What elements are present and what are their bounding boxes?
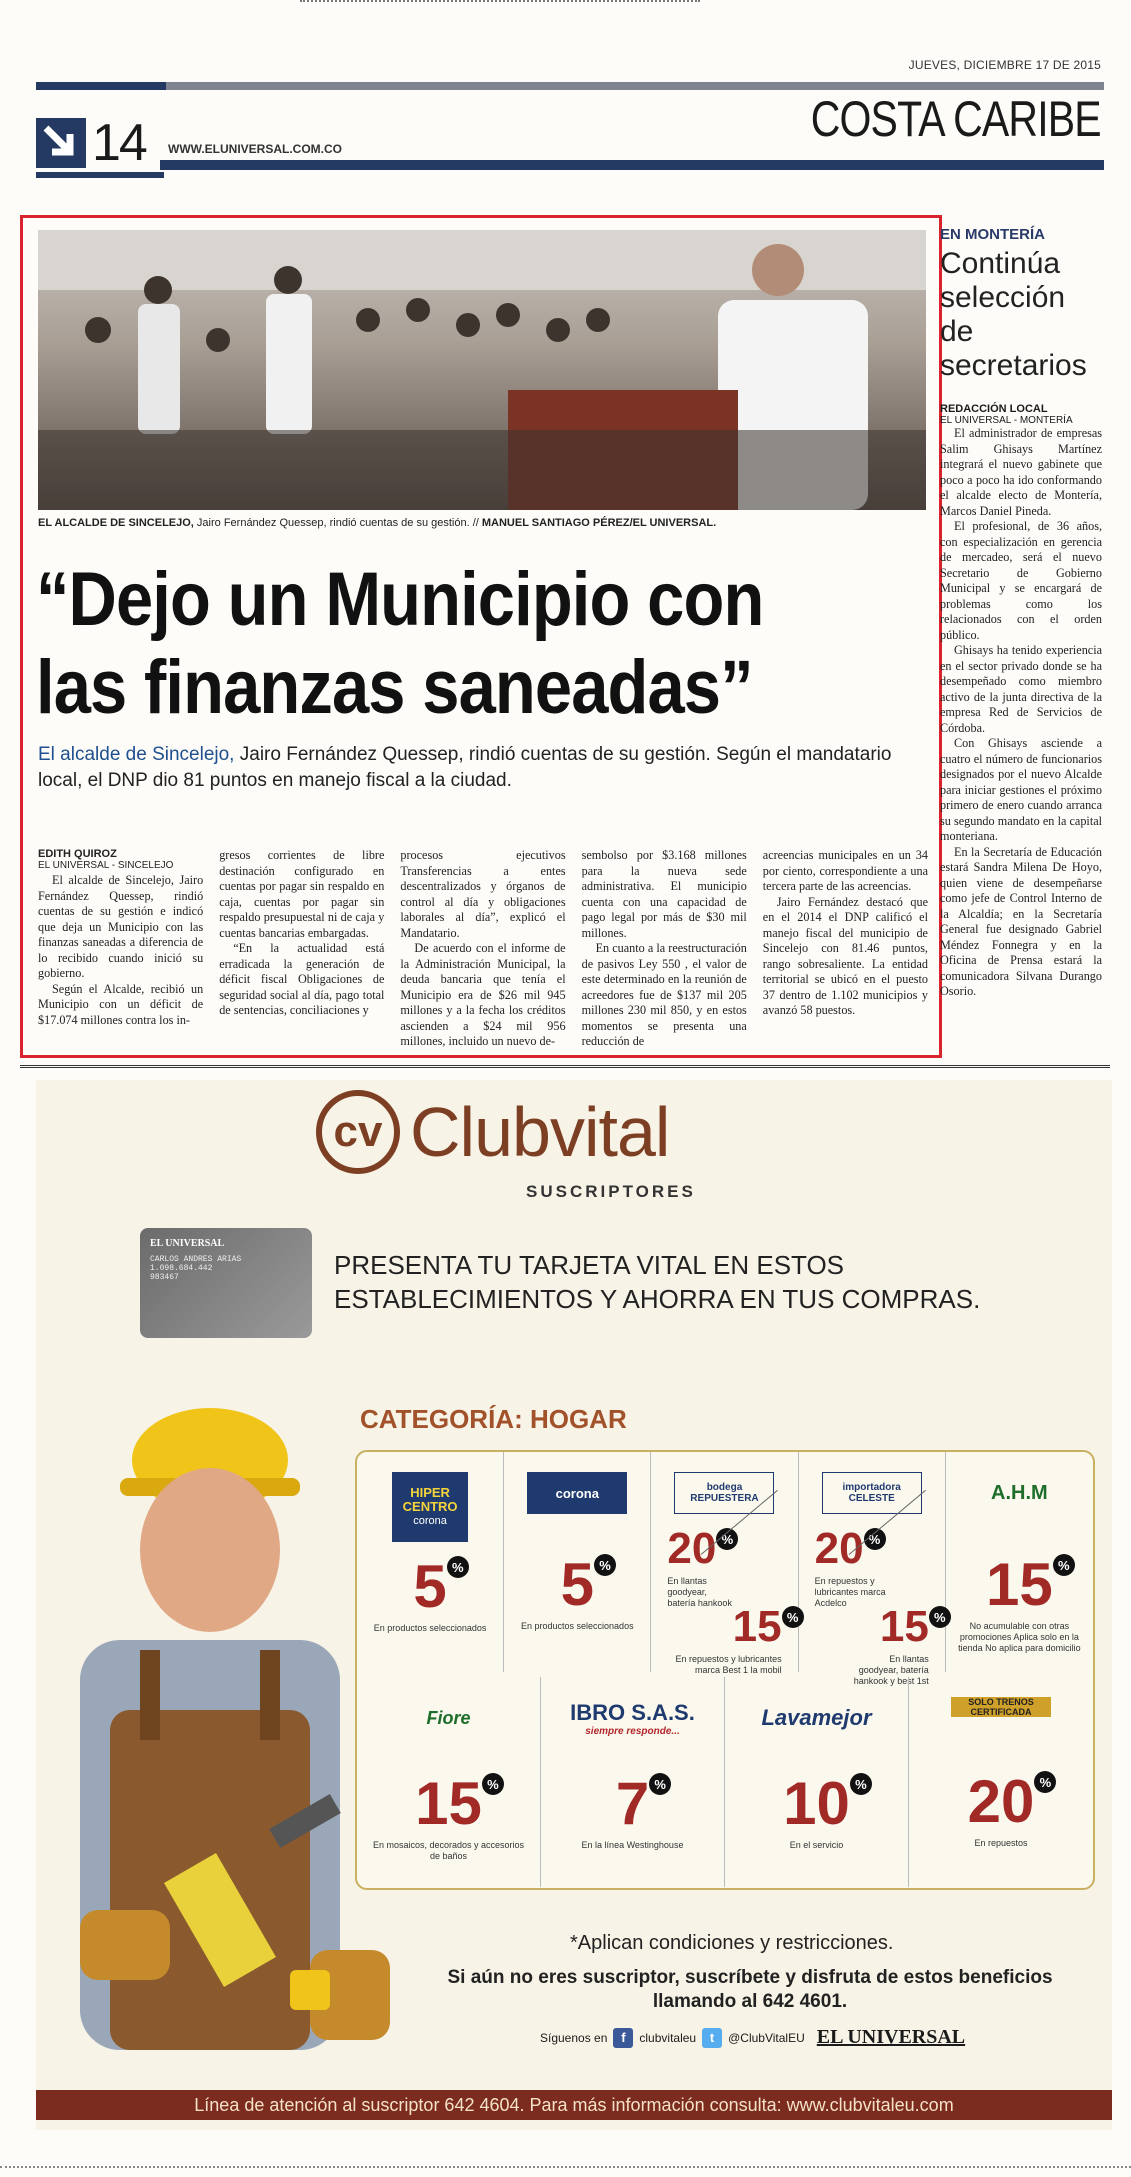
- offer-importadora-celeste: [799, 1452, 946, 1686]
- llantas-logo: SOLO TRENOS CERTIFICADA: [951, 1697, 1051, 1717]
- discount-value: 5 %: [561, 1550, 594, 1619]
- clubvital-logo: [316, 1090, 669, 1174]
- paragraph: sembolso por $3.168 millones para la nueva sede administrativa. El municipio cuenta con una capacidad de pago legal por más de $30 mil millones.: [581, 848, 747, 940]
- page-number: 14: [92, 114, 146, 172]
- offer-bodega-repuestera: [651, 1452, 799, 1675]
- corona-logo: corona: [527, 1472, 627, 1514]
- byline-sub: EL UNIVERSAL - SINCELEJO: [38, 860, 174, 871]
- article-body: [38, 848, 928, 1050]
- callout-line-2: llamando al 642 4601.: [652, 1991, 848, 2012]
- header-bottom-bar: [160, 160, 1104, 170]
- article-column-5: [763, 848, 928, 1050]
- card-code: 983467: [150, 1273, 179, 1282]
- percent-badge: %: [1034, 1771, 1056, 1793]
- offer-note: En repuestos: [974, 1838, 1028, 1848]
- facebook-icon[interactable]: f: [613, 2028, 633, 2048]
- percent-badge: %: [482, 1773, 504, 1795]
- hipercentro-logo: [392, 1472, 468, 1542]
- caption-text: Jairo Fernández Quessep, rindió cuentas de su gestión. //: [196, 517, 479, 529]
- article-column-2: [219, 848, 384, 1050]
- byline: EDITH QUIROZ: [38, 848, 117, 860]
- article-photo: [38, 230, 926, 510]
- paragraph: En cuanto a la reestructuración de pasivos Ley 550 , el valor de este determinado en la reunión de acreedores fue de $137 mil 205 millones 230 mil 850, y en estos momentos se presenta una reducción de: [581, 941, 747, 1048]
- discount-value: 20 %: [968, 1767, 1035, 1836]
- offers-grid: [355, 1450, 1095, 1890]
- discount-value: 15 %: [986, 1550, 1053, 1619]
- bottom-dotted-rule: [0, 2166, 1131, 2168]
- terms-note: *Aplican condiciones y restricciones.: [570, 1932, 894, 1954]
- percent-badge: %: [447, 1556, 469, 1578]
- offer-note: En llantas goodyear, batería hankook: [667, 1576, 732, 1608]
- side-article: [940, 226, 1102, 1000]
- paragraph: Jairo Fernández destacó que en el 2014 el DNP calificó el manejo fiscal del municipio de Sincelejo con 81.46 puntos, rango sobresaliente. La entidad territorial se ubicó en el puesto 37 dentro de 1.102 municipios y avanzó 58 puestos.: [762, 894, 928, 1017]
- offer-note: En el servicio: [789, 1840, 844, 1850]
- ad-headline-line-1: PRESENTA TU TARJETA VITAL EN ESTOS: [334, 1250, 845, 1280]
- fiore-logo: Fiore: [426, 1707, 471, 1728]
- deck-text: Jairo Fernández Quessep, rindió cuentas de su gestión. Según el mandatario local, el DNP dio 81 puntos en manejo fiscal a la ciudad.: [38, 744, 892, 791]
- ad-headline: [334, 1248, 980, 1316]
- side-title: Continúa selección de secretarios: [940, 247, 1087, 382]
- brand-text: IBRO S.A.S.: [570, 1699, 695, 1725]
- article-column-1: [38, 848, 203, 1050]
- dual-offer: [809, 1514, 946, 1686]
- headline-line-2: las finanzas saneadas”: [36, 645, 753, 730]
- clubvital-subtitle: SUSCRIPTORES: [526, 1182, 696, 1201]
- paragraph: acreencias municipales en un 34 por ciento, correspondiente a una tercera parte de las acreencias.: [762, 848, 928, 893]
- offer-ahm: [946, 1452, 1093, 1672]
- brand-text: HIPER: [410, 1485, 450, 1500]
- offer-note: En la línea Westinghouse: [581, 1840, 684, 1850]
- bodega-repuestera-logo: bodega REPUESTERA: [674, 1472, 774, 1514]
- offer-note: En productos seleccionados: [373, 1623, 487, 1633]
- subscribe-callout: [420, 1966, 1080, 2014]
- twitter-icon[interactable]: t: [702, 2028, 722, 2048]
- percent-badge: %: [864, 1528, 886, 1550]
- paragraph: Ghisays ha tenido experiencia en el sector privado donde se ha desempeñado como miembro activo de la junta directiva de la empresa Red de Servicios de Córdoba.: [940, 643, 1102, 735]
- header-top-bar-accent: [36, 82, 166, 90]
- brand-tagline: siempre responde...: [585, 1725, 680, 1737]
- offer-note: En llantas goodyear, batería hankook y best 1st: [853, 1654, 929, 1686]
- percent-badge: %: [594, 1554, 616, 1576]
- headline: [36, 556, 934, 732]
- offer-lavamejor: [725, 1677, 909, 1887]
- card-number: 1.098.684.442: [150, 1264, 213, 1273]
- discount-value: 7 %: [616, 1769, 649, 1838]
- callout-line-1: Si aún no eres suscriptor, suscríbete y disfruta de estos beneficios: [447, 1967, 1053, 1988]
- social-lead: Síguenos en: [540, 2030, 608, 2045]
- brand-text: corona: [413, 1515, 447, 1527]
- side-body: [940, 426, 1102, 1000]
- dual-offer: [661, 1514, 799, 1675]
- percent-badge: %: [782, 1606, 804, 1628]
- paragraph: De acuerdo con el informe de la Administración Municipal, la deuda bancaria que tenía el Municipio era de $26 mil 945 millones y a la fecha los créditos ascienden a $24 mil 956 millones, incluido un nuevo de-: [400, 941, 566, 1048]
- site-url[interactable]: WWW.ELUNIVERSAL.COM.CO: [168, 142, 342, 156]
- top-dotted-rule: [300, 0, 700, 2]
- importadora-celeste-logo: importadora CELESTE: [822, 1472, 922, 1514]
- offer-hipercentro: [357, 1452, 504, 1672]
- section-divider: [20, 1065, 1110, 1068]
- paragraph: procesos ejecutivos Transferencias a entes descentralizados y órganos de control al día y obligaciones laborales al día”, explicó el Mandatario.: [400, 848, 566, 940]
- offer-note: En productos seleccionados: [521, 1621, 634, 1631]
- side-kicker: EN MONTERÍA: [940, 226, 1045, 243]
- deck-highlight: El alcalde de Sincelejo,: [38, 744, 235, 765]
- newspaper-logo: EL UNIVERSAL: [816, 2026, 966, 2048]
- discount-value: 5 %: [413, 1552, 446, 1621]
- arrow-icon: [36, 118, 86, 168]
- twitter-handle[interactable]: @ClubVitalEU: [728, 2030, 805, 2045]
- caption-lead: EL ALCALDE DE SINCELEJO,: [38, 517, 194, 529]
- offer-note: En mosaicos, decorados y accesorios de baños: [372, 1840, 525, 1861]
- discount-value: 20 %: [667, 1524, 716, 1574]
- page-number-box: [36, 112, 146, 174]
- social-links: [540, 2026, 965, 2049]
- article-column-4: [582, 848, 747, 1050]
- lavamejor-logo: Lavamejor: [761, 1705, 872, 1730]
- category-label: CATEGORÍA: HOGAR: [360, 1404, 627, 1434]
- paragraph: gresos corrientes de libre destinación configurado en cuentas por pagar sin respaldo en caja, cuentas por pagar sin respaldo presupuestal ni de caja y cuentas bancarias embargadas.: [219, 848, 385, 940]
- paragraph: El profesional, de 36 años, con especialización en gerencia de mercadeo, será el nuevo Secretario de Gobierno Municipal y se encargará de problemas como los relacionados con el orden público.: [940, 519, 1102, 642]
- card-title: EL UNIVERSAL: [150, 1238, 225, 1249]
- paragraph: El administrador de empresas Salim Ghisays Martínez integrará el nuevo gabinete que poco a poco ha ido conformando el alcalde electo de Montería, Marcos Daniel Pineda.: [940, 426, 1102, 518]
- paragraph: “En la actualidad está erradicada la generación de déficit fiscal Obligaciones de seguridad social al día, pago total de sentencias, conciliaciones y: [219, 941, 385, 1017]
- offer-fiore: [357, 1677, 541, 1887]
- discount-value: 15 %: [733, 1602, 782, 1652]
- percent-badge: %: [850, 1773, 872, 1795]
- paragraph: Con Ghisays asciende a cuatro el número de funcionarios designados por el nuevo Alcalde para iniciar gestiones el próximo primero de enero cuando arranca su segundo mandato en la capital monteriana.: [940, 736, 1102, 843]
- paragraph: El alcalde de Sincelejo, Jairo Fernández Quessep, rindió cuentas de su gestión e indicó que deja un Municipio con las finanzas saneadas a diferencia de lo recibido cuando inició su gobierno.: [38, 873, 204, 980]
- discount-value: 15 %: [415, 1769, 482, 1838]
- ad-headline-line-2: ESTABLECIMIENTOS Y AHORRA EN TUS COMPRAS.: [334, 1284, 981, 1314]
- photo-caption: [38, 517, 716, 529]
- header-bottom-bar-accent: [36, 172, 164, 178]
- offer-note: En repuestos y lubricantes marca Acdelco: [814, 1576, 886, 1608]
- clubvital-logo-mark: cv: [316, 1090, 400, 1174]
- clubvital-logo-name: Clubvital: [410, 1093, 670, 1171]
- membership-card: [140, 1228, 312, 1338]
- section-title: COSTA CARIBE: [810, 91, 1101, 147]
- offer-note: En repuestos y lubricantes marca Best 1 la mobil: [675, 1654, 782, 1675]
- offer-ibro: [541, 1677, 725, 1887]
- offer-llantas: [909, 1677, 1093, 1887]
- paragraph: En la Secretaría de Educación estará Sandra Milena De Hoyo, quien viene de desempeñarse como jefe de Control Interno de la Alcaldía; en la Secretaría General fue designado Gabriel Méndez Fonnegra y en la Oficina de Prensa estará la comunicadora Silvana Durango Osorio.: [940, 844, 1102, 998]
- paragraph: Según el Alcalde, recibió un Municipio con un déficit de $17.074 millones contra los in-: [38, 981, 204, 1027]
- percent-badge: %: [929, 1606, 951, 1628]
- ad-footer-band: Línea de atención al suscriptor 642 4604. Para más información consulta: www.clubvitaleu.com: [36, 2090, 1112, 2120]
- header-top-bar: [36, 82, 1104, 90]
- percent-badge: %: [649, 1773, 671, 1795]
- discount-value: 20 %: [815, 1524, 864, 1574]
- offers-row-2: [357, 1677, 1093, 1887]
- percent-badge: %: [716, 1528, 738, 1550]
- brand-text: CENTRO: [402, 1499, 458, 1514]
- discount-value: 15 %: [880, 1602, 929, 1652]
- side-byline: REDACCIÓN LOCAL: [940, 403, 1048, 415]
- card-holder: CARLOS ANDRES ARIAS: [150, 1255, 242, 1264]
- article-column-3: [400, 848, 565, 1050]
- discount-value: 10 %: [783, 1769, 850, 1838]
- facebook-handle[interactable]: clubvitaleu: [639, 2030, 697, 2045]
- offer-corona: [504, 1452, 651, 1672]
- offers-row-1: [357, 1452, 1093, 1686]
- ahm-logo: A.H.M: [991, 1481, 1048, 1504]
- headline-line-1: “Dejo un Municipio con: [36, 557, 764, 642]
- ibro-logo: [551, 1697, 714, 1739]
- caption-credit: MANUEL SANTIAGO PÉREZ/EL UNIVERSAL.: [481, 517, 717, 529]
- offer-note: No acumulable con otras promociones Aplica solo en la tienda No aplica para domicilio: [958, 1621, 1081, 1653]
- deck: [38, 742, 918, 794]
- side-byline-sub: EL UNIVERSAL - MONTERÍA: [940, 415, 1073, 426]
- issue-date: JUEVES, DICIEMBRE 17 DE 2015: [908, 58, 1101, 72]
- percent-badge: %: [1053, 1554, 1075, 1576]
